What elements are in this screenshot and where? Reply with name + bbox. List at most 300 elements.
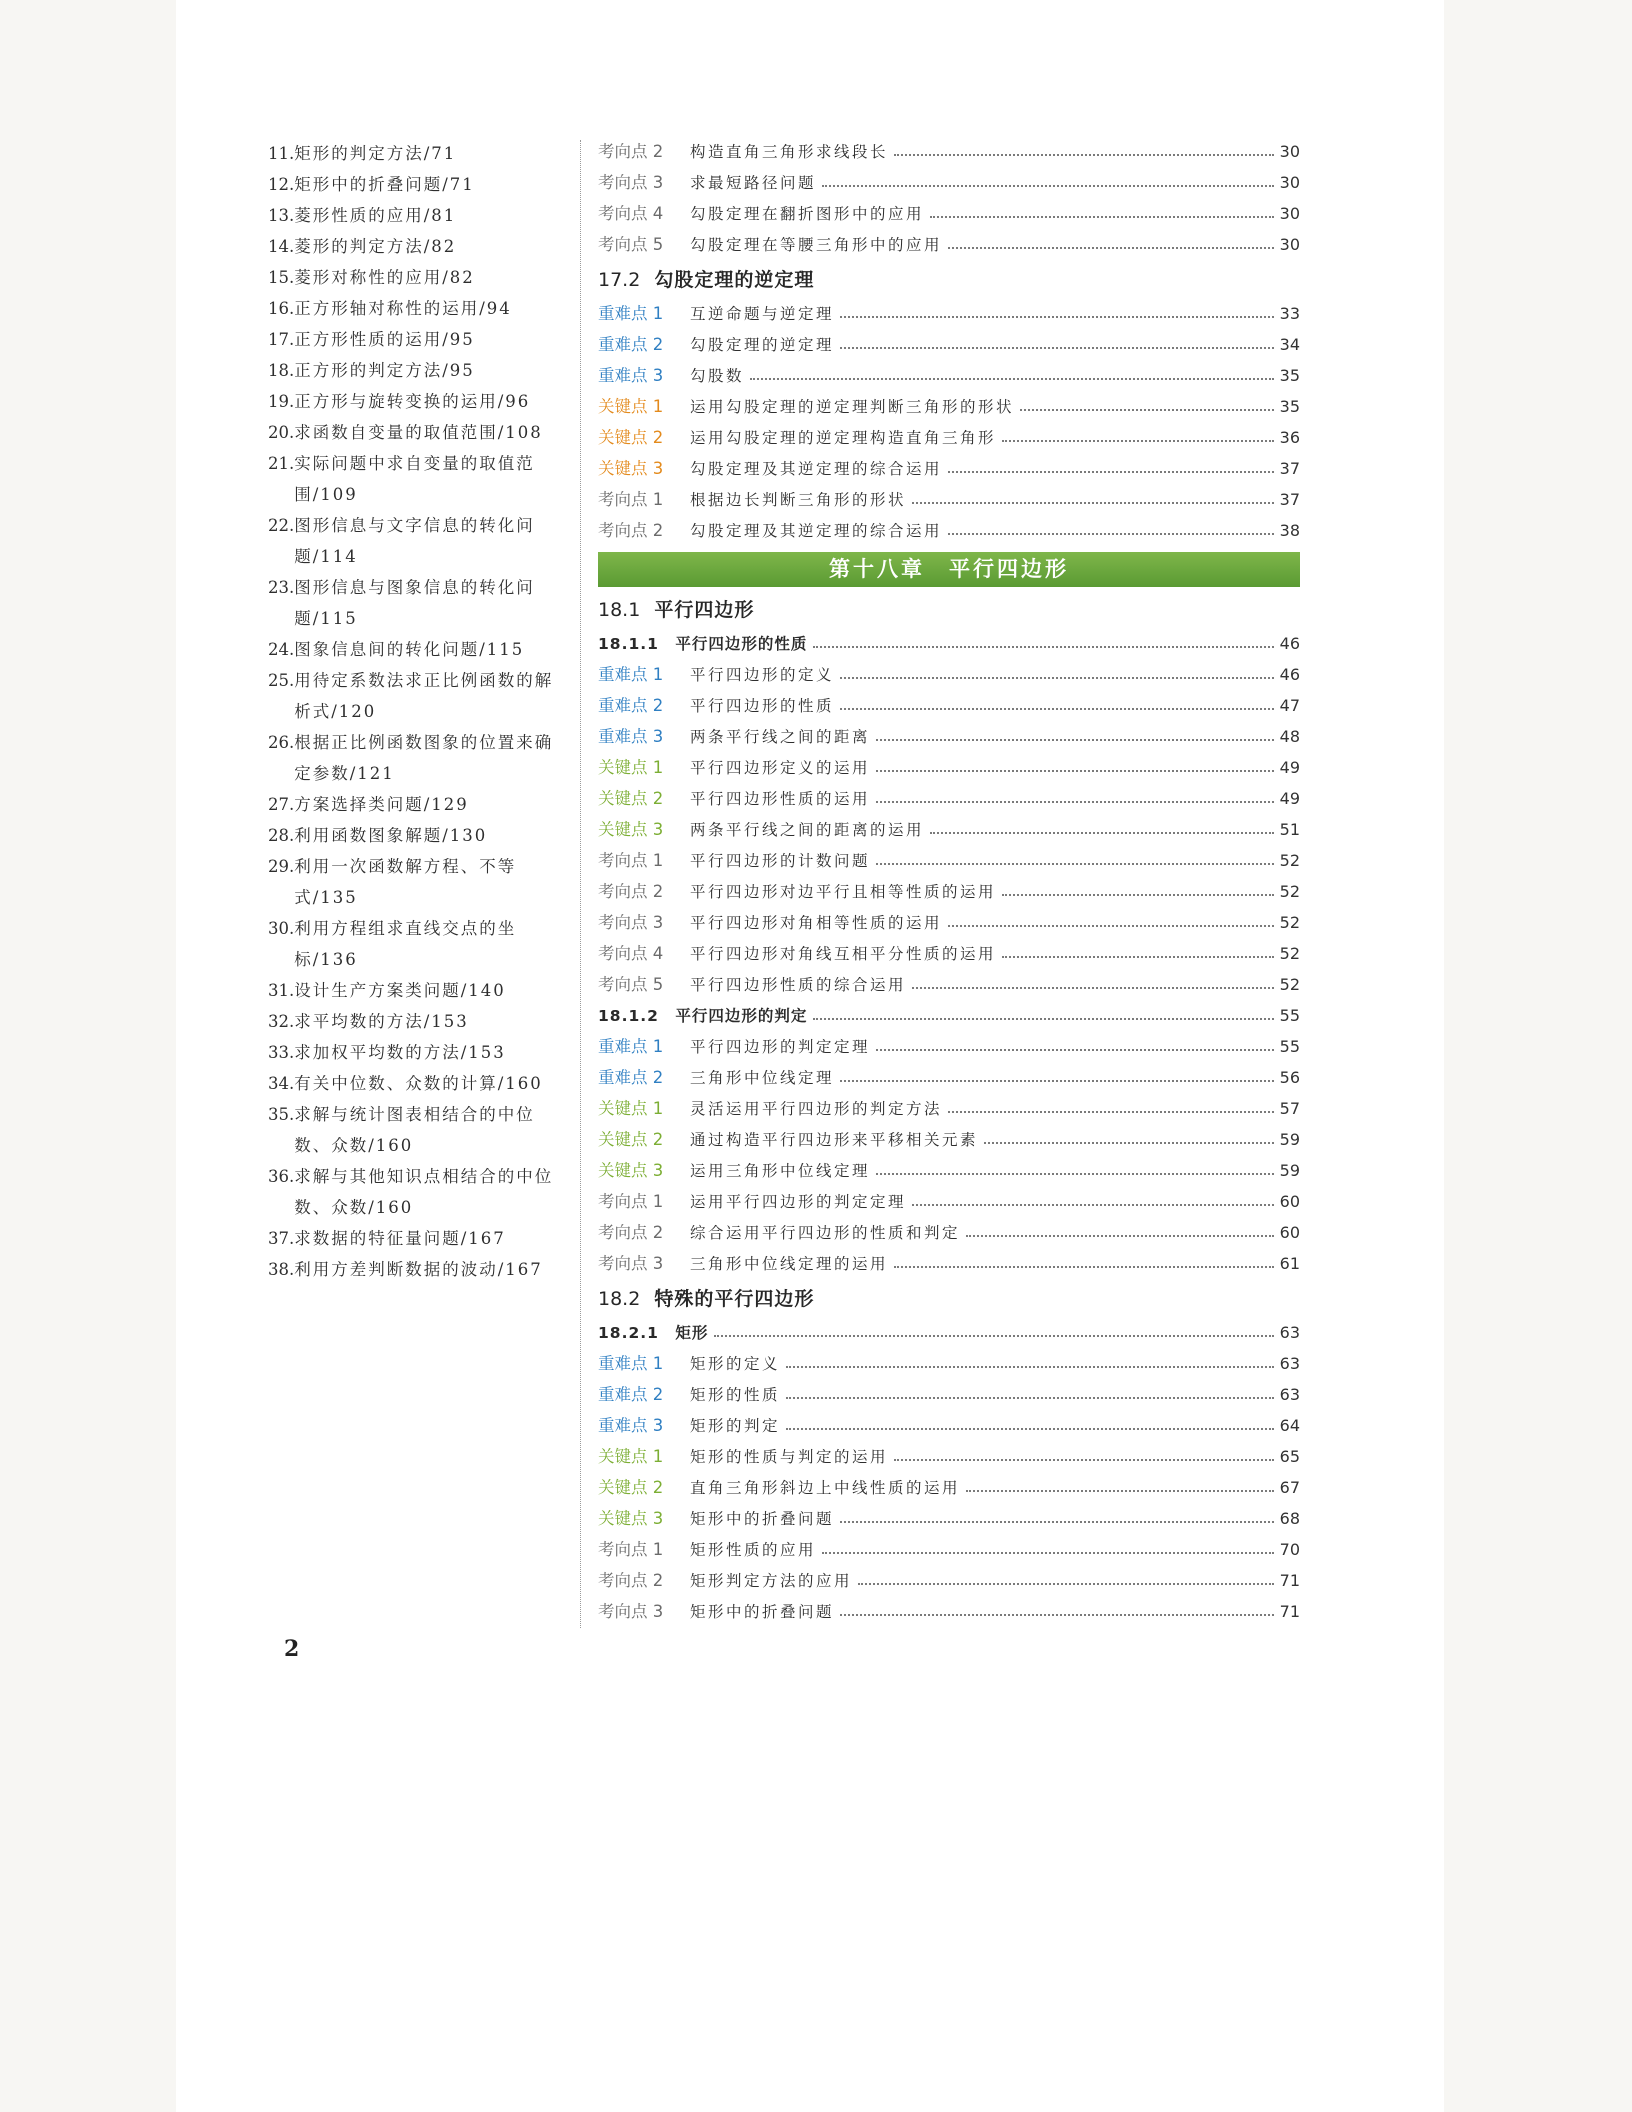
page-ref: 52 <box>1279 851 1300 870</box>
page-ref: 68 <box>1279 1509 1300 1528</box>
toc-row <box>598 1217 1300 1248</box>
entry-title: 通过构造平行四边形来平移相关元素 <box>690 1131 979 1149</box>
item-title: 图形信息与图象信息的转化问题/115 <box>294 578 535 628</box>
entry-title: 18.2.1 矩形 <box>598 1324 709 1342</box>
item-number: 25. <box>268 671 295 690</box>
page-ref: 71 <box>1279 1602 1300 1621</box>
page-ref: 52 <box>1279 975 1300 994</box>
page-ref: 51 <box>1279 820 1300 839</box>
toc-row <box>598 1248 1300 1279</box>
list-item <box>268 727 568 789</box>
item-title: 正方形与旋转变换的运用/96 <box>294 392 531 411</box>
list-item <box>268 1037 568 1068</box>
item-title: 设计生产方案类问题/140 <box>294 981 506 1000</box>
dot-leader <box>984 1142 1274 1144</box>
point-tag: 考向点 3 <box>598 173 664 192</box>
dot-leader <box>1002 894 1274 896</box>
item-title: 求解与其他知识点相结合的中位数、众数/160 <box>294 1167 554 1217</box>
dot-leader <box>840 1614 1274 1616</box>
entry-title: 平行四边形的判定定理 <box>690 1038 871 1056</box>
point-tag: 关键点 1 <box>598 758 664 777</box>
item-number: 33. <box>268 1043 295 1062</box>
point-tag: 考向点 2 <box>598 1223 664 1242</box>
item-number: 30. <box>268 919 295 938</box>
item-title: 正方形性质的运用/95 <box>294 330 475 349</box>
dot-leader <box>1002 440 1274 442</box>
entry-title: 运用勾股定理的逆定理判断三角形的形状 <box>690 398 1015 416</box>
entry-title: 平行四边形性质的运用 <box>690 790 871 808</box>
toc-row <box>598 752 1300 783</box>
list-item <box>268 231 568 262</box>
dot-leader <box>813 646 1273 648</box>
section-number: 18.1 <box>598 599 641 621</box>
point-tag: 考向点 1 <box>598 1192 664 1211</box>
dot-leader <box>876 739 1274 741</box>
toc-row <box>598 845 1300 876</box>
list-item <box>268 634 568 665</box>
entry-title: 平行四边形对边平行且相等性质的运用 <box>690 883 997 901</box>
dot-leader <box>840 316 1274 318</box>
item-number: 13. <box>268 206 295 225</box>
toc-row <box>598 1534 1300 1565</box>
list-item <box>268 1006 568 1037</box>
toc-row <box>598 198 1300 229</box>
item-number: 31. <box>268 981 295 1000</box>
page-ref: 37 <box>1279 490 1300 509</box>
point-tag: 关键点 3 <box>598 820 664 839</box>
dot-leader <box>822 1552 1274 1554</box>
entry-title: 勾股定理及其逆定理的综合运用 <box>690 522 943 540</box>
entry-title: 勾股定理及其逆定理的综合运用 <box>690 460 943 478</box>
entry-title: 矩形的定义 <box>690 1355 781 1373</box>
toc-row <box>598 298 1300 329</box>
page-ref: 30 <box>1279 235 1300 254</box>
point-tag: 重难点 1 <box>598 1037 664 1056</box>
toc-row <box>598 1472 1300 1503</box>
entry-title: 平行四边形性质的综合运用 <box>690 976 907 994</box>
item-number: 37. <box>268 1229 295 1248</box>
dot-leader <box>876 801 1274 803</box>
toc-row <box>598 907 1300 938</box>
page-ref: 49 <box>1279 758 1300 777</box>
dot-leader <box>714 1335 1273 1337</box>
list-item <box>268 386 568 417</box>
dot-leader <box>840 1521 1274 1523</box>
list-item <box>268 1161 568 1223</box>
page-ref: 36 <box>1279 428 1300 447</box>
dot-leader <box>948 533 1274 535</box>
toc-row <box>598 1379 1300 1410</box>
item-title: 利用一次函数解方程、不等式/135 <box>294 857 517 907</box>
column-divider <box>580 140 581 1628</box>
page-ref: 30 <box>1279 204 1300 223</box>
entry-title: 两条平行线之间的距离的运用 <box>690 821 925 839</box>
point-tag: 考向点 4 <box>598 204 664 223</box>
entry-title: 18.1.1 平行四边形的性质 <box>598 635 808 653</box>
dot-leader <box>948 925 1274 927</box>
item-number: 21. <box>268 454 295 473</box>
dot-leader <box>1020 409 1274 411</box>
list-item <box>268 975 568 1006</box>
item-title: 矩形中的折叠问题/71 <box>294 175 475 194</box>
entry-title: 矩形的性质与判定的运用 <box>690 1448 889 1466</box>
page-ref: 55 <box>1279 1006 1300 1025</box>
page-ref: 67 <box>1279 1478 1300 1497</box>
toc-row <box>598 690 1300 721</box>
dot-leader <box>858 1583 1274 1585</box>
item-number: 38. <box>268 1260 295 1279</box>
dot-leader <box>894 154 1274 156</box>
point-tag: 关键点 2 <box>598 1130 664 1149</box>
point-tag: 关键点 2 <box>598 1478 664 1497</box>
section-heading <box>598 592 1300 628</box>
item-number: 35. <box>268 1105 295 1124</box>
dot-leader <box>876 1049 1274 1051</box>
item-number: 36. <box>268 1167 295 1186</box>
page-ref: 34 <box>1279 335 1300 354</box>
dot-leader <box>840 677 1274 679</box>
point-tag: 考向点 3 <box>598 1602 664 1621</box>
item-title: 方案选择类问题/129 <box>294 795 469 814</box>
list-item <box>268 448 568 510</box>
toc-row <box>598 659 1300 690</box>
entry-title: 平行四边形定义的运用 <box>690 759 871 777</box>
list-item <box>268 417 568 448</box>
toc-row <box>598 453 1300 484</box>
page-ref: 60 <box>1279 1192 1300 1211</box>
list-item <box>268 510 568 572</box>
item-title: 用待定系数法求正比例函数的解析式/120 <box>294 671 554 721</box>
toc-row <box>598 1596 1300 1627</box>
table-of-contents <box>598 136 1300 1627</box>
item-title: 根据正比例函数图象的位置来确定参数/121 <box>294 733 554 783</box>
item-title: 图形信息与文字信息的转化问题/114 <box>294 516 535 566</box>
entry-title: 矩形性质的应用 <box>690 1541 817 1559</box>
item-title: 图象信息间的转化问题/115 <box>294 640 525 659</box>
methods-list <box>268 138 568 1285</box>
toc-row <box>598 1124 1300 1155</box>
toc-row <box>598 938 1300 969</box>
dot-leader <box>966 1490 1274 1492</box>
dot-leader <box>786 1366 1274 1368</box>
item-number: 15. <box>268 268 295 287</box>
subsection-row <box>598 1000 1300 1031</box>
dot-leader <box>813 1018 1273 1020</box>
item-title: 正方形的判定方法/95 <box>294 361 475 380</box>
list-item <box>268 1099 568 1161</box>
page-ref: 61 <box>1279 1254 1300 1273</box>
item-title: 菱形的判定方法/82 <box>294 237 457 256</box>
point-tag: 重难点 2 <box>598 335 664 354</box>
item-number: 14. <box>268 237 295 256</box>
point-tag: 重难点 1 <box>598 665 664 684</box>
toc-row <box>598 136 1300 167</box>
toc-row <box>598 167 1300 198</box>
toc-row <box>598 360 1300 391</box>
page-ref: 65 <box>1279 1447 1300 1466</box>
item-title: 求解与统计图表相结合的中位数、众数/160 <box>294 1105 535 1155</box>
point-tag: 考向点 1 <box>598 1540 664 1559</box>
list-item <box>268 200 568 231</box>
point-tag: 重难点 1 <box>598 1354 664 1373</box>
point-tag: 考向点 2 <box>598 1571 664 1590</box>
page-ref: 60 <box>1279 1223 1300 1242</box>
page-ref: 35 <box>1279 366 1300 385</box>
list-item <box>268 665 568 727</box>
toc-row <box>598 876 1300 907</box>
section-title: 平行四边形 <box>654 599 755 621</box>
page-ref: 55 <box>1279 1037 1300 1056</box>
point-tag: 考向点 2 <box>598 521 664 540</box>
toc-row <box>598 721 1300 752</box>
dot-leader <box>840 347 1274 349</box>
item-title: 正方形轴对称性的运用/94 <box>294 299 512 318</box>
item-number: 24. <box>268 640 295 659</box>
item-number: 12. <box>268 175 295 194</box>
item-title: 利用方差判断数据的波动/167 <box>294 1260 543 1279</box>
point-tag: 重难点 3 <box>598 1416 664 1435</box>
dot-leader <box>840 708 1274 710</box>
entry-title: 勾股定理的逆定理 <box>690 336 835 354</box>
point-tag: 重难点 2 <box>598 1068 664 1087</box>
point-tag: 关键点 1 <box>598 397 664 416</box>
entry-title: 互逆命题与逆定理 <box>690 305 835 323</box>
entry-title: 平行四边形的定义 <box>690 666 835 684</box>
toc-row <box>598 1155 1300 1186</box>
page-ref: 70 <box>1279 1540 1300 1559</box>
point-tag: 重难点 3 <box>598 366 664 385</box>
point-tag: 重难点 2 <box>598 696 664 715</box>
entry-title: 三角形中位线定理的运用 <box>690 1255 889 1273</box>
section-number: 17.2 <box>598 269 641 291</box>
entry-title: 根据边长判断三角形的形状 <box>690 491 907 509</box>
dot-leader <box>912 1204 1274 1206</box>
section-heading <box>598 262 1300 298</box>
toc-row <box>598 1503 1300 1534</box>
entry-title: 平行四边形的性质 <box>690 697 835 715</box>
page-ref: 52 <box>1279 913 1300 932</box>
dot-leader <box>930 216 1274 218</box>
dot-leader <box>912 987 1274 989</box>
toc-row <box>598 515 1300 546</box>
list-item <box>268 820 568 851</box>
page-ref: 52 <box>1279 944 1300 963</box>
item-title: 菱形性质的应用/81 <box>294 206 457 225</box>
page-ref: 46 <box>1279 634 1300 653</box>
dot-leader <box>930 832 1274 834</box>
page-ref: 52 <box>1279 882 1300 901</box>
list-item <box>268 293 568 324</box>
point-tag: 考向点 5 <box>598 235 664 254</box>
entry-title: 构造直角三角形求线段长 <box>690 143 889 161</box>
page-ref: 57 <box>1279 1099 1300 1118</box>
item-number: 18. <box>268 361 295 380</box>
point-tag: 考向点 1 <box>598 851 664 870</box>
point-tag: 考向点 3 <box>598 1254 664 1273</box>
point-tag: 考向点 2 <box>598 882 664 901</box>
chapter-banner <box>598 552 1300 587</box>
entry-title: 矩形的性质 <box>690 1386 781 1404</box>
dot-leader <box>948 247 1274 249</box>
page-ref: 48 <box>1279 727 1300 746</box>
dot-leader <box>894 1459 1274 1461</box>
entry-title: 勾股定理在翻折图形中的应用 <box>690 205 925 223</box>
entry-title: 18.1.2 平行四边形的判定 <box>598 1007 808 1025</box>
page-ref: 49 <box>1279 789 1300 808</box>
list-item <box>268 262 568 293</box>
point-tag: 关键点 3 <box>598 459 664 478</box>
item-number: 22. <box>268 516 295 535</box>
entry-title: 平行四边形的计数问题 <box>690 852 871 870</box>
toc-row <box>598 1410 1300 1441</box>
entry-title: 直角三角形斜边上中线性质的运用 <box>690 1479 961 1497</box>
toc-row <box>598 422 1300 453</box>
dot-leader <box>966 1235 1274 1237</box>
toc-row <box>598 1062 1300 1093</box>
toc-row <box>598 484 1300 515</box>
item-number: 23. <box>268 578 295 597</box>
dot-leader <box>912 502 1274 504</box>
item-number: 20. <box>268 423 295 442</box>
list-item <box>268 851 568 913</box>
point-tag: 关键点 3 <box>598 1161 664 1180</box>
point-tag: 关键点 3 <box>598 1509 664 1528</box>
dot-leader <box>876 770 1274 772</box>
entry-title: 运用三角形中位线定理 <box>690 1162 871 1180</box>
list-item <box>268 169 568 200</box>
point-tag: 考向点 2 <box>598 142 664 161</box>
list-item <box>268 138 568 169</box>
toc-row <box>598 229 1300 260</box>
dot-leader <box>822 185 1274 187</box>
item-number: 28. <box>268 826 295 845</box>
list-item <box>268 355 568 386</box>
item-title: 菱形对称性的应用/82 <box>294 268 475 287</box>
page-ref: 71 <box>1279 1571 1300 1590</box>
toc-row <box>598 814 1300 845</box>
entry-title: 平行四边形对角相等性质的运用 <box>690 914 943 932</box>
entry-title: 运用平行四边形的判定定理 <box>690 1193 907 1211</box>
toc-row <box>598 1186 1300 1217</box>
page-ref: 47 <box>1279 696 1300 715</box>
point-tag: 考向点 1 <box>598 490 664 509</box>
toc-row <box>598 1348 1300 1379</box>
list-item <box>268 1068 568 1099</box>
entry-title: 矩形中的折叠问题 <box>690 1510 835 1528</box>
item-title: 矩形的判定方法/71 <box>294 144 457 163</box>
section-title: 勾股定理的逆定理 <box>654 269 815 291</box>
item-title: 求加权平均数的方法/153 <box>294 1043 506 1062</box>
subsection-row <box>598 1317 1300 1348</box>
item-number: 11. <box>268 144 295 163</box>
toc-row <box>598 783 1300 814</box>
list-item <box>268 1254 568 1285</box>
point-tag: 重难点 2 <box>598 1385 664 1404</box>
chapter-title: 第十八章 平行四边形 <box>829 557 1069 581</box>
item-title: 求平均数的方法/153 <box>294 1012 469 1031</box>
dot-leader <box>948 1111 1274 1113</box>
entry-title: 两条平行线之间的距离 <box>690 728 871 746</box>
section-title: 特殊的平行四边形 <box>654 1288 815 1310</box>
entry-title: 平行四边形对角线互相平分性质的运用 <box>690 945 997 963</box>
dot-leader <box>786 1428 1274 1430</box>
section-heading <box>598 1281 1300 1317</box>
point-tag: 考向点 3 <box>598 913 664 932</box>
list-item <box>268 913 568 975</box>
entry-title: 矩形中的折叠问题 <box>690 1603 835 1621</box>
entry-title: 矩形的判定 <box>690 1417 781 1435</box>
page-ref: 46 <box>1279 665 1300 684</box>
page-ref: 35 <box>1279 397 1300 416</box>
dot-leader <box>750 378 1274 380</box>
toc-row <box>598 1441 1300 1472</box>
item-title: 求数据的特征量问题/167 <box>294 1229 506 1248</box>
item-number: 16. <box>268 299 295 318</box>
toc-row <box>598 1565 1300 1596</box>
page-ref: 59 <box>1279 1161 1300 1180</box>
list-item <box>268 324 568 355</box>
item-title: 实际问题中求自变量的取值范围/109 <box>294 454 535 504</box>
point-tag: 关键点 2 <box>598 789 664 808</box>
list-item <box>268 1223 568 1254</box>
dot-leader <box>894 1266 1274 1268</box>
item-number: 27. <box>268 795 295 814</box>
entry-title: 运用勾股定理的逆定理构造直角三角形 <box>690 429 997 447</box>
dot-leader <box>948 471 1274 473</box>
item-number: 17. <box>268 330 295 349</box>
entry-title: 矩形判定方法的应用 <box>690 1572 853 1590</box>
item-title: 利用方程组求直线交点的坐标/136 <box>294 919 517 969</box>
page-ref: 63 <box>1279 1385 1300 1404</box>
point-tag: 重难点 1 <box>598 304 664 323</box>
page-ref: 59 <box>1279 1130 1300 1149</box>
page-ref: 63 <box>1279 1354 1300 1373</box>
dot-leader <box>786 1397 1274 1399</box>
dot-leader <box>876 863 1274 865</box>
dot-leader <box>876 1173 1274 1175</box>
point-tag: 关键点 1 <box>598 1447 664 1466</box>
point-tag: 考向点 4 <box>598 944 664 963</box>
page-ref: 30 <box>1279 173 1300 192</box>
toc-row <box>598 1093 1300 1124</box>
item-number: 19. <box>268 392 295 411</box>
item-title: 求函数自变量的取值范围/108 <box>294 423 543 442</box>
page-ref: 56 <box>1279 1068 1300 1087</box>
entry-title: 灵活运用平行四边形的判定方法 <box>690 1100 943 1118</box>
item-number: 32. <box>268 1012 295 1031</box>
entry-title: 三角形中位线定理 <box>690 1069 835 1087</box>
entry-title: 勾股数 <box>690 367 745 385</box>
point-tag: 关键点 1 <box>598 1099 664 1118</box>
dot-leader <box>840 1080 1274 1082</box>
dot-leader <box>1002 956 1274 958</box>
list-item <box>268 572 568 634</box>
subsection-row <box>598 628 1300 659</box>
page-ref: 63 <box>1279 1323 1300 1342</box>
list-item <box>268 789 568 820</box>
page-ref: 38 <box>1279 521 1300 540</box>
toc-row <box>598 969 1300 1000</box>
page-number: 2 <box>284 1636 300 1662</box>
point-tag: 重难点 3 <box>598 727 664 746</box>
item-number: 34. <box>268 1074 295 1093</box>
item-number: 29. <box>268 857 295 876</box>
entry-title: 勾股定理在等腰三角形中的应用 <box>690 236 943 254</box>
point-tag: 关键点 2 <box>598 428 664 447</box>
toc-row <box>598 329 1300 360</box>
page-ref: 33 <box>1279 304 1300 323</box>
item-number: 26. <box>268 733 295 752</box>
